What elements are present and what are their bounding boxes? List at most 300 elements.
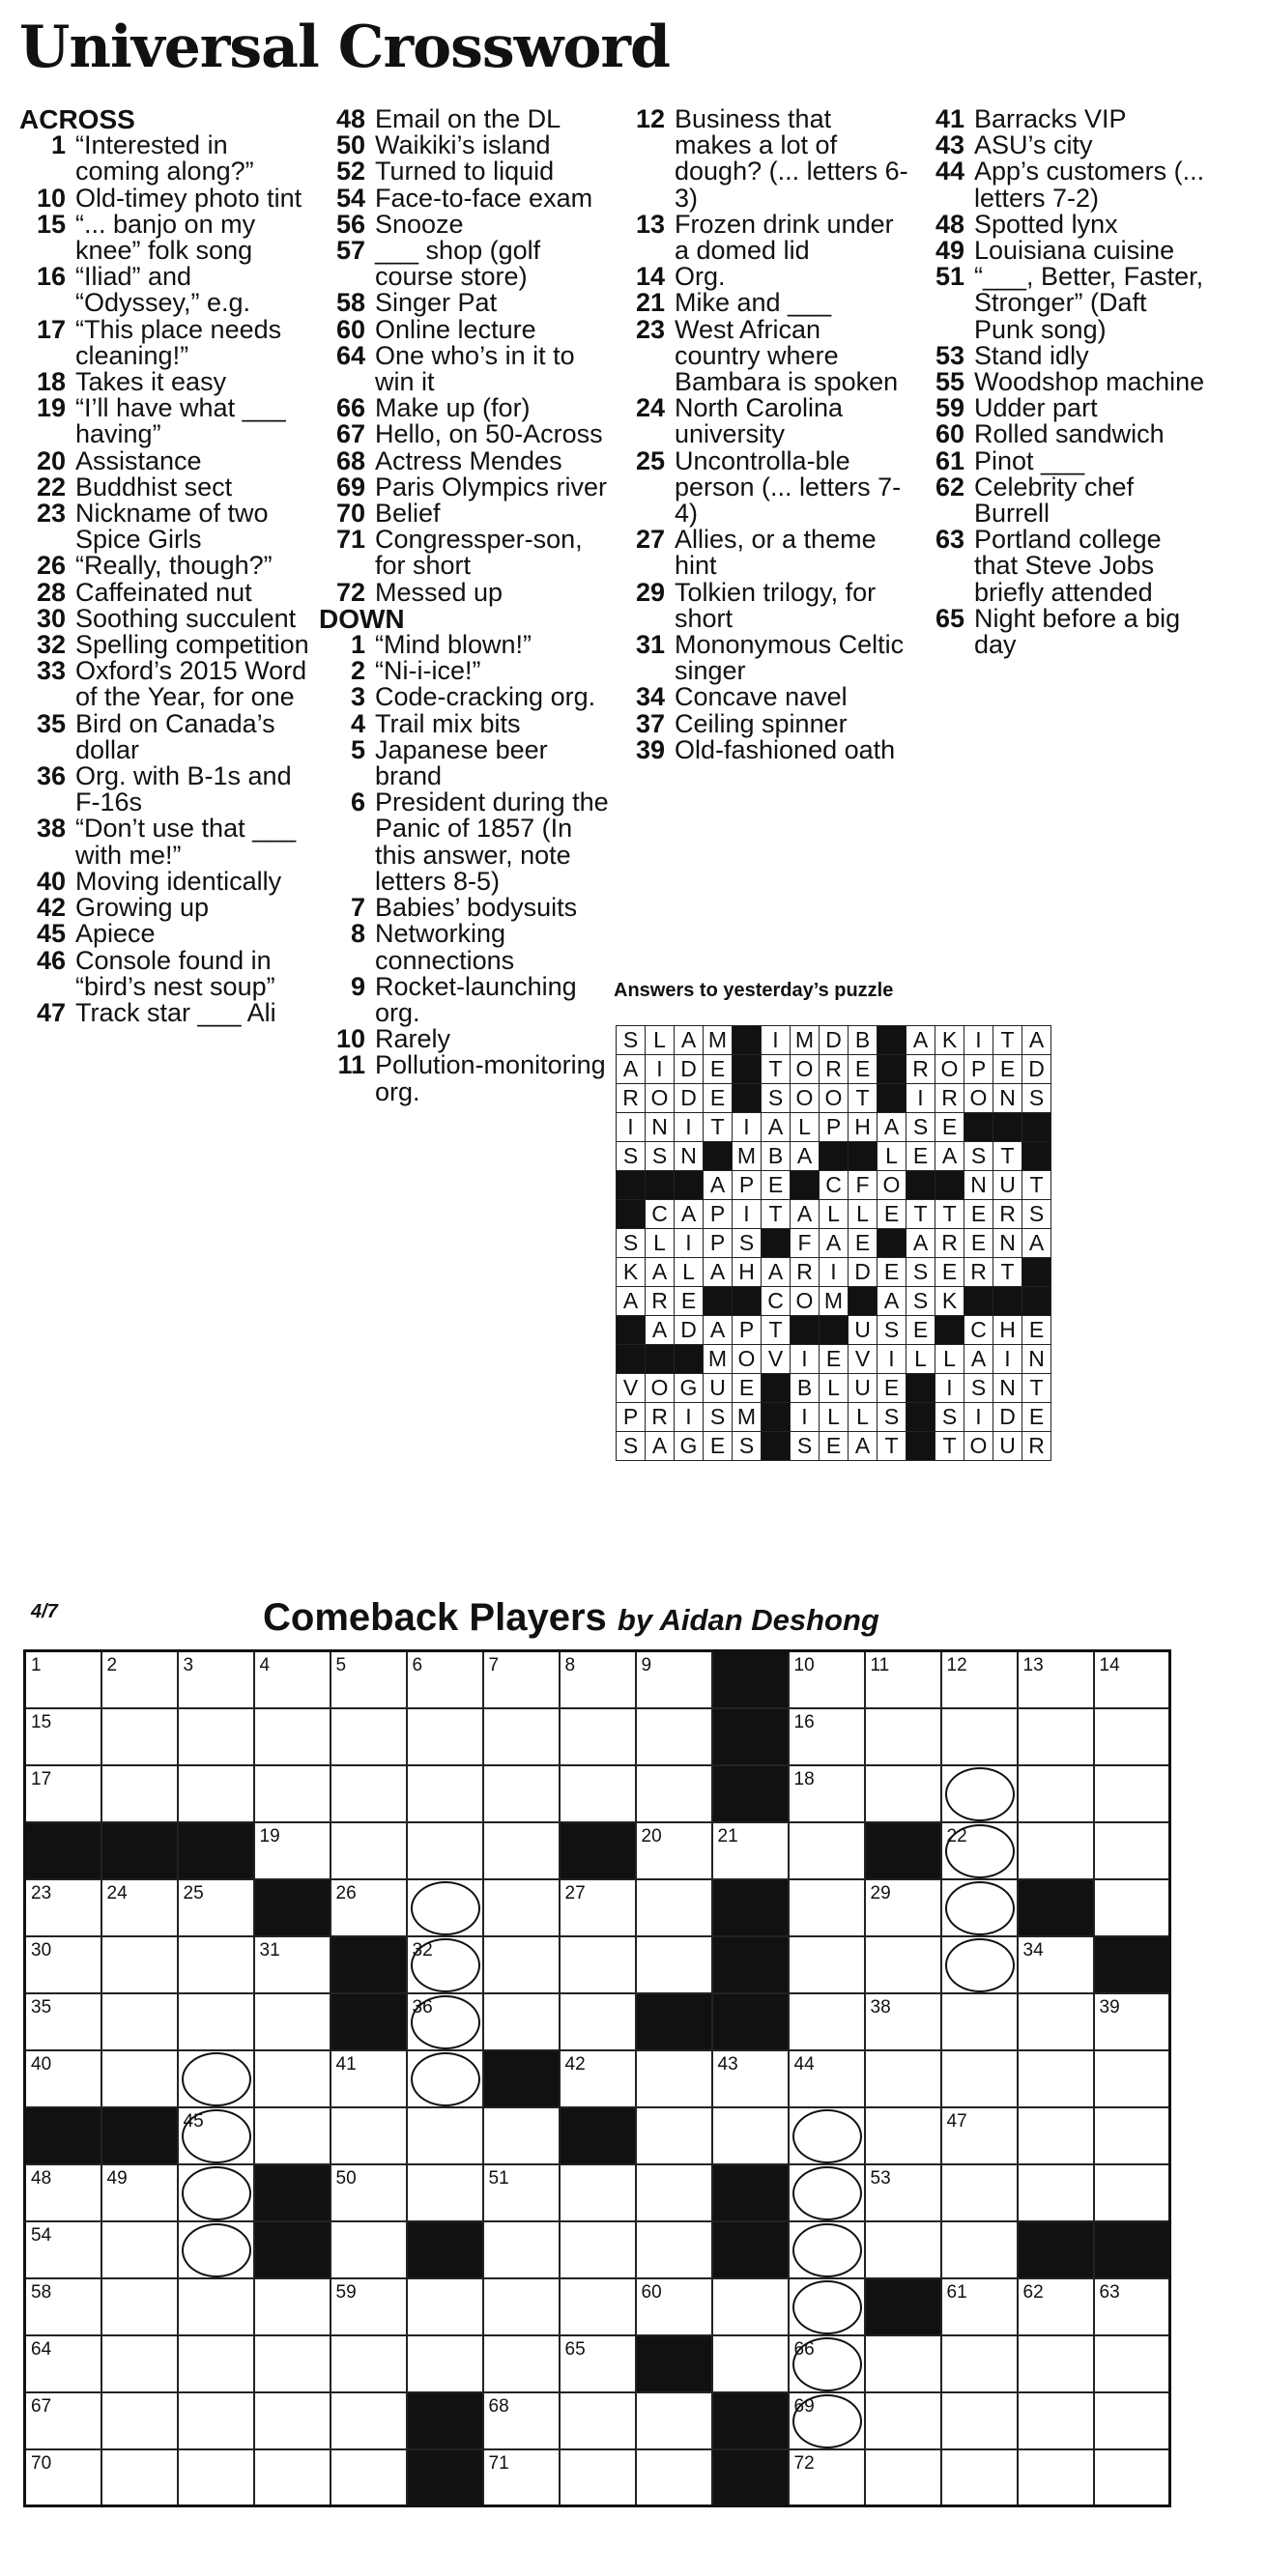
cell-number: 22	[946, 1825, 967, 1846]
grid-cell[interactable]	[331, 2164, 407, 2221]
clue	[319, 501, 609, 527]
grid-cell[interactable]	[331, 2449, 407, 2506]
grid-cell[interactable]	[331, 1765, 407, 1822]
grid-cell[interactable]	[25, 2221, 101, 2278]
grid-cell[interactable]	[25, 1936, 101, 1993]
grid-cell[interactable]	[789, 1993, 865, 2050]
clue-number: 35	[36, 708, 66, 738]
grid-cell[interactable]	[101, 2221, 178, 2278]
grid-cell[interactable]	[1018, 1651, 1094, 1708]
black-square	[636, 1993, 712, 2050]
clue-number: 4	[350, 708, 365, 738]
answer-cell: I	[906, 1084, 935, 1113]
clue	[619, 314, 908, 397]
answer-cell: C	[964, 1316, 993, 1345]
grid-cell[interactable]	[25, 2278, 101, 2335]
grid-cell[interactable]	[483, 2221, 560, 2278]
grid-cell[interactable]	[331, 1651, 407, 1708]
grid-cell[interactable]	[407, 2335, 483, 2392]
grid-cell[interactable]	[560, 2278, 636, 2335]
grid-cell[interactable]	[1018, 1765, 1094, 1822]
grid-cell[interactable]	[178, 2278, 254, 2335]
grid-cell[interactable]	[407, 1765, 483, 1822]
answer-cell: N	[993, 1229, 1022, 1258]
grid-cell[interactable]	[254, 2449, 331, 2506]
answer-row	[617, 1084, 1051, 1113]
grid-cell[interactable]	[865, 1993, 941, 2050]
cell-number: 12	[946, 1655, 967, 1675]
grid-cell[interactable]	[865, 1765, 941, 1822]
clue-text: Soothing succulent	[75, 603, 297, 633]
answer-cell: I	[993, 1345, 1022, 1374]
grid-cell[interactable]	[560, 2392, 636, 2449]
grid-cell[interactable]	[407, 1822, 483, 1879]
grid-cell[interactable]	[101, 2164, 178, 2221]
cell-number: 63	[1099, 2281, 1120, 2303]
answer-row	[617, 1432, 1051, 1461]
crossword-grid	[23, 1649, 1171, 2507]
grid-cell[interactable]	[941, 2107, 1018, 2164]
grid-cell[interactable]	[1018, 2164, 1094, 2221]
clue-text: Hello, on 50-Across	[375, 419, 603, 449]
grid-cell[interactable]	[560, 1993, 636, 2050]
answer-cell: O	[791, 1287, 820, 1316]
grid-cell[interactable]	[636, 1708, 712, 1765]
grid-cell[interactable]	[254, 1651, 331, 1708]
grid-cell[interactable]	[483, 1651, 560, 1708]
answer-cell: S	[878, 1316, 906, 1345]
clue-text: Trail mix bits	[375, 708, 521, 738]
black-square	[254, 1879, 331, 1936]
grid-cell[interactable]	[789, 2107, 865, 2164]
answer-cell: O	[878, 1171, 906, 1200]
grid-cell[interactable]	[560, 1651, 636, 1708]
grid-cell[interactable]	[560, 2335, 636, 2392]
clue	[19, 895, 309, 921]
grid-cell[interactable]	[941, 1765, 1018, 1822]
black-square	[935, 1316, 964, 1345]
grid-cell[interactable]	[254, 1765, 331, 1822]
grid-cell[interactable]	[407, 1993, 483, 2050]
grid-cell[interactable]	[941, 1993, 1018, 2050]
clue-number: 47	[36, 997, 66, 1027]
grid-cell[interactable]	[636, 2164, 712, 2221]
black-square	[733, 1084, 762, 1113]
grid-cell[interactable]	[483, 2164, 560, 2221]
grid-cell[interactable]	[407, 1651, 483, 1708]
grid-cell[interactable]	[25, 2449, 101, 2506]
grid-cell[interactable]	[178, 1936, 254, 1993]
grid-cell[interactable]	[1094, 1708, 1170, 1765]
cell-number: 26	[335, 1882, 357, 1903]
grid-cell[interactable]	[789, 2278, 865, 2335]
grid-cell[interactable]	[1094, 1993, 1170, 2050]
grid-cell[interactable]	[941, 2449, 1018, 2506]
black-square	[1022, 1258, 1051, 1287]
grid-cell[interactable]	[789, 2392, 865, 2449]
answer-cell: E	[733, 1374, 762, 1403]
grid-cell[interactable]	[636, 2050, 712, 2107]
grid-cell[interactable]	[407, 1708, 483, 1765]
grid-cell[interactable]	[712, 2107, 789, 2164]
grid-cell[interactable]	[254, 1936, 331, 1993]
grid-cell[interactable]	[941, 2164, 1018, 2221]
grid-cell[interactable]	[941, 1708, 1018, 1765]
answer-cell: E	[906, 1142, 935, 1171]
grid-cell[interactable]	[941, 2392, 1018, 2449]
clue-text: Rocket-launching org.	[375, 971, 577, 1027]
grid-cell[interactable]	[865, 1879, 941, 1936]
grid-cell[interactable]	[636, 2449, 712, 2506]
grid-cell[interactable]	[712, 2335, 789, 2392]
clue	[319, 445, 609, 475]
grid-cell[interactable]	[1018, 2335, 1094, 2392]
grid-cell[interactable]	[407, 1879, 483, 1936]
grid-cell[interactable]	[101, 1765, 178, 1822]
grid-cell[interactable]	[178, 1765, 254, 1822]
answer-cell: E	[704, 1084, 733, 1113]
grid-cell[interactable]	[25, 1993, 101, 2050]
grid-cell[interactable]	[483, 1708, 560, 1765]
grid-cell[interactable]	[483, 1879, 560, 1936]
cell-number: 43	[717, 2053, 738, 2075]
grid-cell[interactable]	[331, 2335, 407, 2392]
clue	[319, 290, 609, 316]
grid-cell[interactable]	[1094, 2392, 1170, 2449]
grid-cell[interactable]	[178, 1708, 254, 1765]
answer-cell: O	[733, 1345, 762, 1374]
clue	[619, 734, 908, 764]
grid-cell[interactable]	[789, 1651, 865, 1708]
grid-cell[interactable]	[254, 2050, 331, 2107]
grid-cell[interactable]	[789, 2335, 865, 2392]
grid-cell[interactable]	[941, 2278, 1018, 2335]
grid-cell[interactable]	[178, 2392, 254, 2449]
grid-cell[interactable]	[178, 2164, 254, 2221]
clue-number: 62	[935, 472, 964, 501]
black-square	[636, 2335, 712, 2392]
clue	[319, 183, 609, 213]
grid-cell[interactable]	[25, 2164, 101, 2221]
grid-cell[interactable]	[1094, 1879, 1170, 1936]
grid-cell[interactable]	[865, 2164, 941, 2221]
answer-cell: A	[646, 1432, 675, 1461]
cell-number: 65	[564, 2338, 586, 2360]
grid-cell[interactable]	[101, 2392, 178, 2449]
grid-cell[interactable]	[941, 1936, 1018, 1993]
answer-row	[617, 1142, 1051, 1171]
grid-cell[interactable]	[636, 1765, 712, 1822]
grid-cell[interactable]	[789, 2164, 865, 2221]
grid-cell[interactable]	[101, 1651, 178, 1708]
grid-cell[interactable]	[254, 2107, 331, 2164]
grid-cell[interactable]	[560, 2164, 636, 2221]
clue-number: 30	[36, 603, 66, 633]
grid-cell[interactable]	[865, 2221, 941, 2278]
grid-cell[interactable]	[25, 1651, 101, 1708]
grid-cell[interactable]	[865, 2449, 941, 2506]
grid-cell[interactable]	[25, 2392, 101, 2449]
grid-cell[interactable]	[789, 1822, 865, 1879]
grid-cell[interactable]	[178, 2221, 254, 2278]
grid-cell[interactable]	[1018, 2107, 1094, 2164]
grid-cell[interactable]	[1018, 1822, 1094, 1879]
black-square	[712, 2392, 789, 2449]
cell-number: 50	[335, 2167, 357, 2189]
grid-cell[interactable]	[407, 2050, 483, 2107]
clue-text: North Carolina university	[675, 393, 844, 449]
grid-cell[interactable]	[178, 2107, 254, 2164]
grid-cell[interactable]	[101, 2335, 178, 2392]
grid-cell[interactable]	[101, 2278, 178, 2335]
grid-cell[interactable]	[560, 1879, 636, 1936]
grid-cell[interactable]	[331, 2107, 407, 2164]
grid-cell[interactable]	[865, 2392, 941, 2449]
grid-cell[interactable]	[712, 2050, 789, 2107]
grid-cell[interactable]	[712, 1822, 789, 1879]
clue	[319, 921, 609, 973]
answer-cell: B	[762, 1142, 791, 1171]
grid-cell[interactable]	[178, 1651, 254, 1708]
answer-cell: R	[617, 1084, 646, 1113]
grid-cell[interactable]	[941, 1879, 1018, 1936]
grid-cell[interactable]	[101, 1708, 178, 1765]
answer-cell: T	[878, 1432, 906, 1461]
grid-cell[interactable]	[483, 1765, 560, 1822]
black-square	[712, 2449, 789, 2506]
grid-cell[interactable]	[1018, 2449, 1094, 2506]
grid-cell[interactable]	[178, 2335, 254, 2392]
grid-cell[interactable]	[865, 1708, 941, 1765]
answer-cell: P	[964, 1055, 993, 1084]
clue-number: 6	[350, 787, 365, 817]
grid-cell[interactable]	[789, 1879, 865, 1936]
clue-text: “This place needs cleaning!”	[75, 314, 282, 370]
grid-cell[interactable]	[254, 2392, 331, 2449]
grid-cell[interactable]	[101, 1879, 178, 1936]
grid-cell[interactable]	[560, 1708, 636, 1765]
grid-cell[interactable]	[331, 2050, 407, 2107]
grid-cell[interactable]	[636, 1822, 712, 1879]
clue-number: 8	[350, 919, 365, 949]
grid-cell[interactable]	[712, 2278, 789, 2335]
grid-cell[interactable]	[1018, 1708, 1094, 1765]
cell-number: 61	[946, 2281, 967, 2303]
clue	[918, 527, 1208, 606]
clue-text: “Really, though?”	[75, 551, 273, 581]
clue-number: 39	[635, 734, 665, 764]
clue-number: 23	[36, 499, 66, 529]
grid-cell[interactable]	[789, 2221, 865, 2278]
grid-cell[interactable]	[331, 2278, 407, 2335]
answer-cell: P	[704, 1229, 733, 1258]
grid-cell[interactable]	[483, 1936, 560, 1993]
grid-cell[interactable]	[483, 2449, 560, 2506]
byline: by Aidan Deshong	[617, 1603, 879, 1637]
grid-cell[interactable]	[25, 2335, 101, 2392]
grid-cell[interactable]	[789, 2449, 865, 2506]
grid-cell[interactable]	[1094, 2335, 1170, 2392]
clue-text: Assistance	[75, 445, 202, 475]
clue	[619, 684, 908, 710]
answer-cell: A	[762, 1258, 791, 1287]
grid-cell[interactable]	[636, 2278, 712, 2335]
answer-cell: I	[675, 1229, 704, 1258]
grid-cell[interactable]	[789, 1765, 865, 1822]
grid-cell[interactable]	[1094, 2164, 1170, 2221]
grid-cell[interactable]	[941, 2050, 1018, 2107]
grid-row	[25, 2335, 1170, 2392]
grid-cell[interactable]	[25, 1879, 101, 1936]
grid-cell[interactable]	[789, 1708, 865, 1765]
grid-cell[interactable]	[941, 1822, 1018, 1879]
clue	[619, 632, 908, 684]
grid-cell[interactable]	[483, 1822, 560, 1879]
grid-cell[interactable]	[1018, 2278, 1094, 2335]
grid-cell[interactable]	[636, 1936, 712, 1993]
clue-text: Actress Mendes	[375, 445, 562, 475]
grid-cell[interactable]	[865, 2050, 941, 2107]
black-square	[483, 2050, 560, 2107]
grid-cell[interactable]	[178, 2449, 254, 2506]
grid-cell[interactable]	[865, 2107, 941, 2164]
answer-cell: R	[1022, 1432, 1051, 1461]
cell-number: 18	[793, 1768, 815, 1789]
grid-cell[interactable]	[254, 1708, 331, 1765]
cell-number: 9	[641, 1655, 652, 1675]
clue-number: 33	[36, 656, 66, 686]
grid-cell[interactable]	[483, 2107, 560, 2164]
black-square	[762, 1403, 791, 1432]
grid-cell[interactable]	[560, 2050, 636, 2107]
clue-text: Rarely	[375, 1024, 451, 1054]
grid-cell[interactable]	[865, 2335, 941, 2392]
clue-number: 66	[335, 393, 365, 423]
grid-cell[interactable]	[483, 1993, 560, 2050]
grid-cell[interactable]	[636, 1879, 712, 1936]
grid-cell[interactable]	[25, 1765, 101, 1822]
grid-cell[interactable]	[101, 1936, 178, 1993]
black-square	[791, 1171, 820, 1200]
grid-cell[interactable]	[636, 2392, 712, 2449]
grid-cell[interactable]	[25, 2050, 101, 2107]
grid-cell[interactable]	[865, 1651, 941, 1708]
grid-cell[interactable]	[1094, 2278, 1170, 2335]
clue-text: “I’ll have what ___ having”	[75, 393, 286, 449]
clue	[619, 577, 908, 633]
grid-cell[interactable]	[636, 2221, 712, 2278]
circle-mark	[792, 2166, 862, 2220]
answer-cell: O	[646, 1084, 675, 1113]
grid-cell[interactable]	[560, 1765, 636, 1822]
circle-mark	[182, 2166, 251, 2220]
grid-cell[interactable]	[254, 2278, 331, 2335]
clue-text: Old-timey photo tint	[75, 183, 302, 213]
grid-row	[25, 2164, 1170, 2221]
grid-cell[interactable]	[636, 2107, 712, 2164]
grid-cell[interactable]	[407, 1936, 483, 1993]
grid-cell[interactable]	[483, 2278, 560, 2335]
grid-cell[interactable]	[331, 1879, 407, 1936]
answer-cell: A	[906, 1229, 935, 1258]
grid-cell[interactable]	[178, 1879, 254, 1936]
clue-text: Pinot ___	[974, 445, 1085, 475]
grid-cell[interactable]	[483, 2392, 560, 2449]
grid-cell[interactable]	[483, 2335, 560, 2392]
answer-cell: E	[1022, 1403, 1051, 1432]
black-square	[331, 1993, 407, 2050]
answer-cell: R	[935, 1229, 964, 1258]
grid-cell[interactable]	[560, 1936, 636, 1993]
grid-cell[interactable]	[101, 2449, 178, 2506]
clue-text: Networking connections	[375, 919, 515, 975]
answer-cell: T	[762, 1200, 791, 1229]
grid-cell[interactable]	[789, 1936, 865, 1993]
grid-cell[interactable]	[25, 1708, 101, 1765]
grid-cell[interactable]	[1018, 2050, 1094, 2107]
grid-cell[interactable]	[1018, 2392, 1094, 2449]
grid-cell[interactable]	[865, 1936, 941, 1993]
black-square	[617, 1316, 646, 1345]
grid-cell[interactable]	[407, 2107, 483, 2164]
grid-cell[interactable]	[941, 2221, 1018, 2278]
grid-cell[interactable]	[254, 1993, 331, 2050]
answer-cell: E	[964, 1200, 993, 1229]
grid-cell[interactable]	[254, 1822, 331, 1879]
grid-cell[interactable]	[1094, 2449, 1170, 2506]
grid-cell[interactable]	[1094, 2107, 1170, 2164]
cell-number: 25	[183, 1882, 204, 1903]
grid-cell[interactable]	[941, 1651, 1018, 1708]
cell-number: 70	[31, 2452, 52, 2474]
grid-cell[interactable]	[101, 1993, 178, 2050]
grid-cell[interactable]	[178, 2050, 254, 2107]
cell-number: 49	[106, 2167, 128, 2189]
grid-cell[interactable]	[407, 2164, 483, 2221]
grid-cell[interactable]	[636, 1651, 712, 1708]
grid-cell[interactable]	[331, 1822, 407, 1879]
grid-cell[interactable]	[941, 2335, 1018, 2392]
grid-cell[interactable]	[331, 2392, 407, 2449]
puzzle-name: Comeback Players	[263, 1596, 607, 1639]
grid-cell[interactable]	[1094, 1822, 1170, 1879]
grid-cell[interactable]	[178, 1993, 254, 2050]
grid-cell[interactable]	[331, 2221, 407, 2278]
black-square	[865, 1822, 941, 1879]
grid-cell[interactable]	[1018, 1936, 1094, 1993]
grid-cell[interactable]	[331, 1708, 407, 1765]
clue-number: 32	[36, 630, 66, 660]
grid-row	[25, 1993, 1170, 2050]
grid-cell[interactable]	[1094, 2050, 1170, 2107]
grid-cell[interactable]	[1094, 1765, 1170, 1822]
answer-cell: A	[646, 1316, 675, 1345]
grid-cell[interactable]	[101, 2050, 178, 2107]
clue-number: 29	[635, 577, 665, 607]
answer-cell: L	[820, 1374, 849, 1403]
clue-text: “___, Better, Faster, Stronger” (Daft Punk song)	[974, 262, 1204, 344]
grid-cell[interactable]	[789, 2050, 865, 2107]
grid-cell[interactable]	[560, 2221, 636, 2278]
cell-number: 31	[259, 1939, 280, 1961]
answer-cell: U	[849, 1374, 878, 1403]
grid-cell[interactable]	[1094, 1651, 1170, 1708]
clue	[319, 577, 609, 607]
grid-cell[interactable]	[1018, 1993, 1094, 2050]
grid-cell[interactable]	[254, 2335, 331, 2392]
grid-cell[interactable]	[560, 2449, 636, 2506]
grid-cell[interactable]	[407, 2278, 483, 2335]
